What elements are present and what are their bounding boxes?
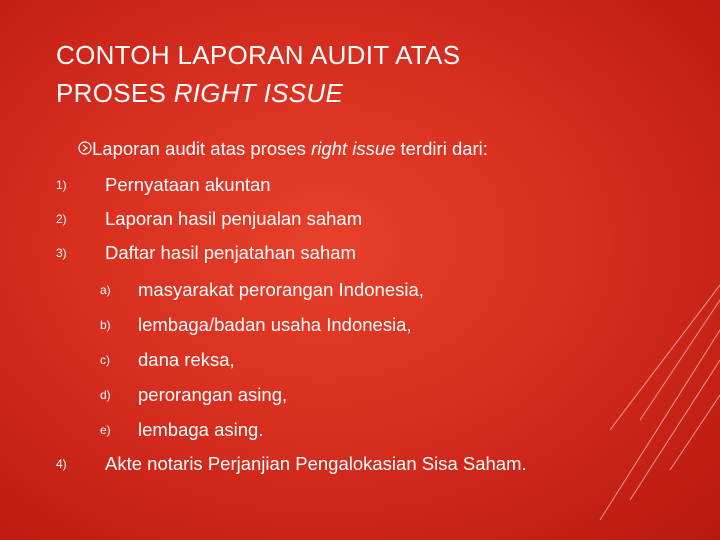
subitem-letter: a)	[100, 283, 111, 297]
title-line-1: CONTOH LAPORAN AUDIT ATAS	[56, 40, 461, 70]
list-item: Pernyataan akuntan	[105, 174, 271, 195]
list-item: Laporan hasil penjualan saham	[105, 208, 363, 229]
list-item: Daftar hasil penjatahan saham	[105, 242, 356, 263]
list-item: Akte notaris Perjanjian Pengalokasian Sisa Saham.	[105, 453, 527, 474]
item-number: 3)	[56, 246, 67, 260]
sub-list-item: lembaga/badan usaha Indonesia,	[138, 314, 412, 335]
sub-list-item: dana reksa,	[138, 349, 235, 370]
subitem-letter: d)	[100, 388, 111, 402]
intro-text: Laporan audit atas proses right issue terdiri dari:	[92, 138, 488, 159]
sub-list-item: lembaga asing.	[138, 419, 264, 440]
sub-list-item: perorangan asing,	[138, 384, 288, 405]
item-number: 2)	[56, 212, 67, 226]
slide-title	[56, 36, 656, 112]
title-plain: PROSES	[56, 78, 174, 108]
title-line-2	[56, 74, 656, 112]
title-italic: RIGHT ISSUE	[173, 78, 344, 108]
subitem-letter: c)	[100, 353, 110, 367]
sub-list-item: masyarakat perorangan Indonesia,	[138, 279, 424, 300]
item-number: 1)	[56, 178, 67, 192]
item-number: 4)	[56, 457, 67, 471]
subitem-letter: e)	[100, 423, 111, 437]
subitem-letter: b)	[100, 318, 111, 332]
circle-arrow-icon	[78, 141, 92, 158]
